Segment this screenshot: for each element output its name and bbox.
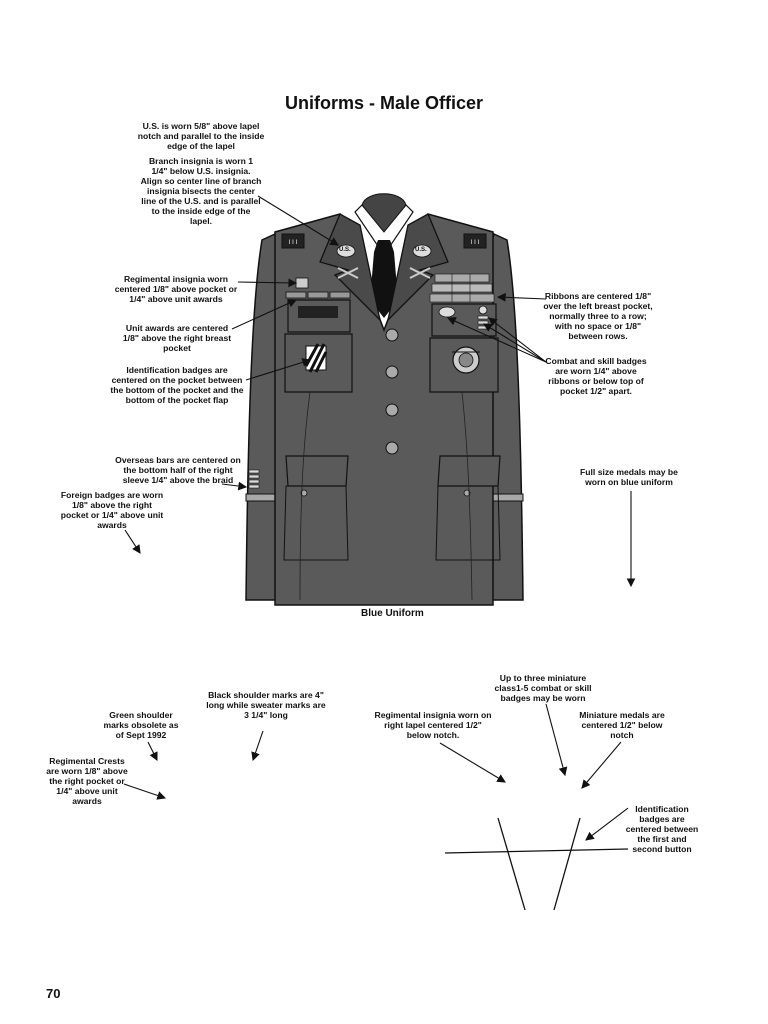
svg-text:I I I: I I I — [288, 240, 298, 246]
ribbons — [430, 274, 494, 302]
note-regimental-insignia-lapel: Regimental insignia worn on right lapel centered 1/2" below notch. — [374, 710, 492, 740]
note-ribbons: Ribbons are centered 1/8" over the left breast pocket, normally three to a row; with no space or 1/8" between rows. — [543, 291, 653, 341]
note-unit-awards: Unit awards are centered 1/8" above the right breast pocket — [122, 323, 232, 353]
note-black-shoulder-marks: Black shoulder marks are 4" long while sweater marks are 3 1/4" long — [206, 690, 326, 720]
note-green-shoulder-marks: Green shoulder marks obsolete as of Sept 1992 — [103, 710, 179, 740]
note-regimental-insignia: Regimental insignia worn centered 1/8" above pocket or 1/4" above unit awards — [114, 274, 238, 304]
right-lower-pocket-flap — [286, 456, 348, 486]
svg-text:I I I: I I I — [470, 240, 480, 246]
note-identification-badges-buttons: Identification badges are centered between the first and second button — [625, 804, 699, 854]
note-branch-insignia: Branch insignia is worn 1 1/4" below U.S. insignia. Align so center line of branch insignia bisects the center line of the U.S. and is parallel to the inside edge of the lapel. — [140, 156, 262, 226]
note-foreign-badges: Foreign badges are worn 1/8" above the right pocket or 1/4" above unit awards — [60, 490, 164, 530]
note-us-insignia: U.S. is worn 5/8" above lapel notch and parallel to the inside edge of the lapel — [137, 121, 265, 151]
note-miniature-badges: Up to three miniature class1-5 combat or skill badges may be worn — [494, 673, 592, 703]
lapel-us-left: U.S. — [415, 247, 427, 253]
note-full-size-medals: Full size medals may be worn on blue uniform — [580, 467, 678, 487]
note-overseas-bars: Overseas bars are centered on the bottom half of the right sleeve 1/4" above the braid — [115, 455, 241, 485]
note-miniature-medals: Miniature medals are centered 1/2" below notch — [579, 710, 665, 740]
page-title: Uniforms - Male Officer — [284, 93, 484, 113]
regimental-insignia — [296, 278, 308, 288]
note-regimental-crests: Regimental Crests are worn 1/8" above the right pocket or 1/4" above unit awards — [46, 756, 128, 806]
left-lower-pocket-flap — [438, 456, 500, 486]
lapel-us-right: U.S. — [339, 247, 351, 253]
page-number: 70 — [46, 986, 61, 1001]
figure-caption: Blue Uniform — [361, 608, 424, 619]
note-identification-badges-pocket: Identification badges are centered on the pocket between the bottom of the pocket and the bottom of the pocket flap — [110, 365, 244, 405]
note-combat-skill-badges: Combat and skill badges are worn 1/4" above ribbons or below top of pocket 1/2" apart. — [545, 356, 647, 396]
